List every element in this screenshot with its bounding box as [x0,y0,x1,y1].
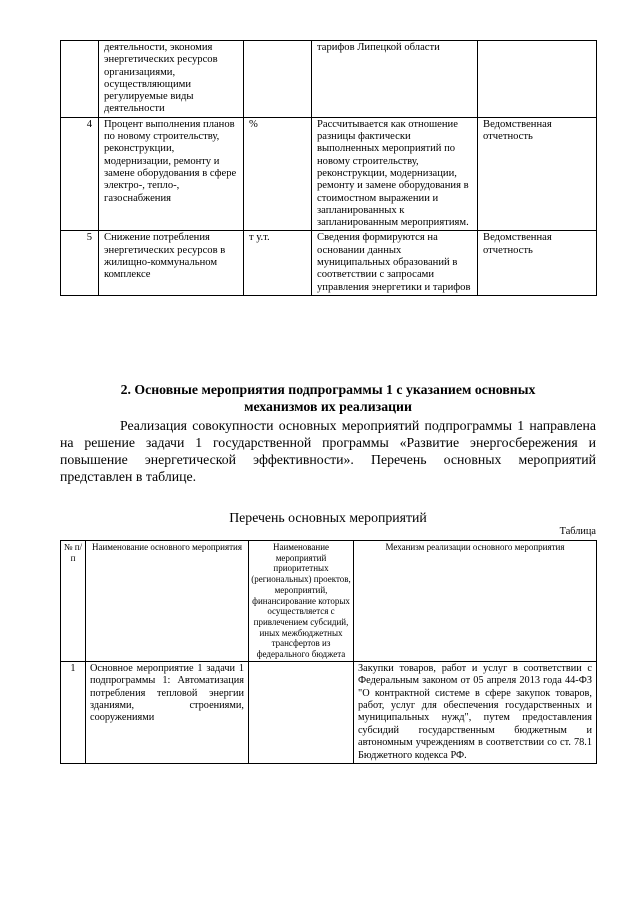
header-mechanism: Механизм реализации основного мероприятия [354,541,597,662]
measure-projects [249,661,354,763]
table-label: Таблица [559,526,596,537]
table-row [61,661,597,763]
indicator-name: Процент выполнения планов по новому строительству, реконструкции, модернизации, ремонту и замене оборудования в сфере электро-, тепло-, газоснабжения [99,117,244,231]
table-caption: Перечень основных мероприятий [229,510,427,525]
table-header-row [61,541,597,662]
row-number: 5 [61,231,99,295]
table-row [61,231,597,295]
indicator-unit: т у.т. [244,231,312,295]
table-row [61,117,597,231]
indicator-name: Снижение потребления энергетических ресурсов в жилищно-коммунальном комплексе [99,231,244,295]
indicator-source: Ведомственная отчетность [478,117,597,231]
header-name: Наименование основного мероприятия [86,541,249,662]
indicator-name: деятельности, экономия энергетических ресурсов организациями, осуществляющими регулируемые виды деятельности [99,41,244,118]
indicator-method: Сведения формируются на основании данных муниципальных образований в соответствии с запросами управления энергетики и тарифов [312,231,478,295]
section-heading [60,382,596,415]
section-paragraph: Реализация совокупности основных мероприятий подпрограммы 1 направлена на решение задачи 1 государственной программы «Развитие энергосбережения и повышение энергетической эффективности». Перечень основных мероприятий представлен в таблице. [60,418,596,484]
indicator-source: Ведомственная отчетность [478,231,597,295]
indicator-source [478,41,597,118]
row-number: 4 [61,117,99,231]
indicator-method: тарифов Липецкой области [312,41,478,118]
header-projects: Наименование мероприятий приоритетных (региональных) проектов, мероприятий, финансирование которых осуществляется с привлечением субсидий, иных межбюджетных трансфертов из федерального бюджета [249,541,354,662]
table-row [61,41,597,118]
indicators-table [60,40,597,296]
measure-name: Основное мероприятие 1 задачи 1 подпрограммы 1: Автоматизация потребления тепловой энергии зданиями, строениями, сооружениями [86,661,249,763]
measures-table [60,540,597,764]
row-number [61,41,99,118]
header-num: № п/п [61,541,86,662]
indicator-unit: % [244,117,312,231]
indicator-method: Рассчитывается как отношение разницы фактически выполненных мероприятий по новому строительству, реконструкции, модернизации, ремонту и замене оборудования в стоимостном выражении и запланированных к запланированным мероприятиям. [312,117,478,231]
section-heading-line1: 2. Основные мероприятия подпрограммы 1 с указанием основных [120,382,536,397]
section-heading-line2: механизмов их реализации [244,398,412,414]
measure-number: 1 [61,661,86,763]
measure-mechanism: Закупки товаров, работ и услуг в соответствии с Федеральным законом от 05 апреля 2013 года 44-ФЗ "О контрактной системе в сфере закупок товаров, работ, услуг для обеспечения государственных и муниципальных нужд", путем предоставления субсидий государственным бюджетным и автономным учреждениям в соответствии со ст. 78.1 Бюджетного кодекса РФ. [354,661,597,763]
indicator-unit [244,41,312,118]
